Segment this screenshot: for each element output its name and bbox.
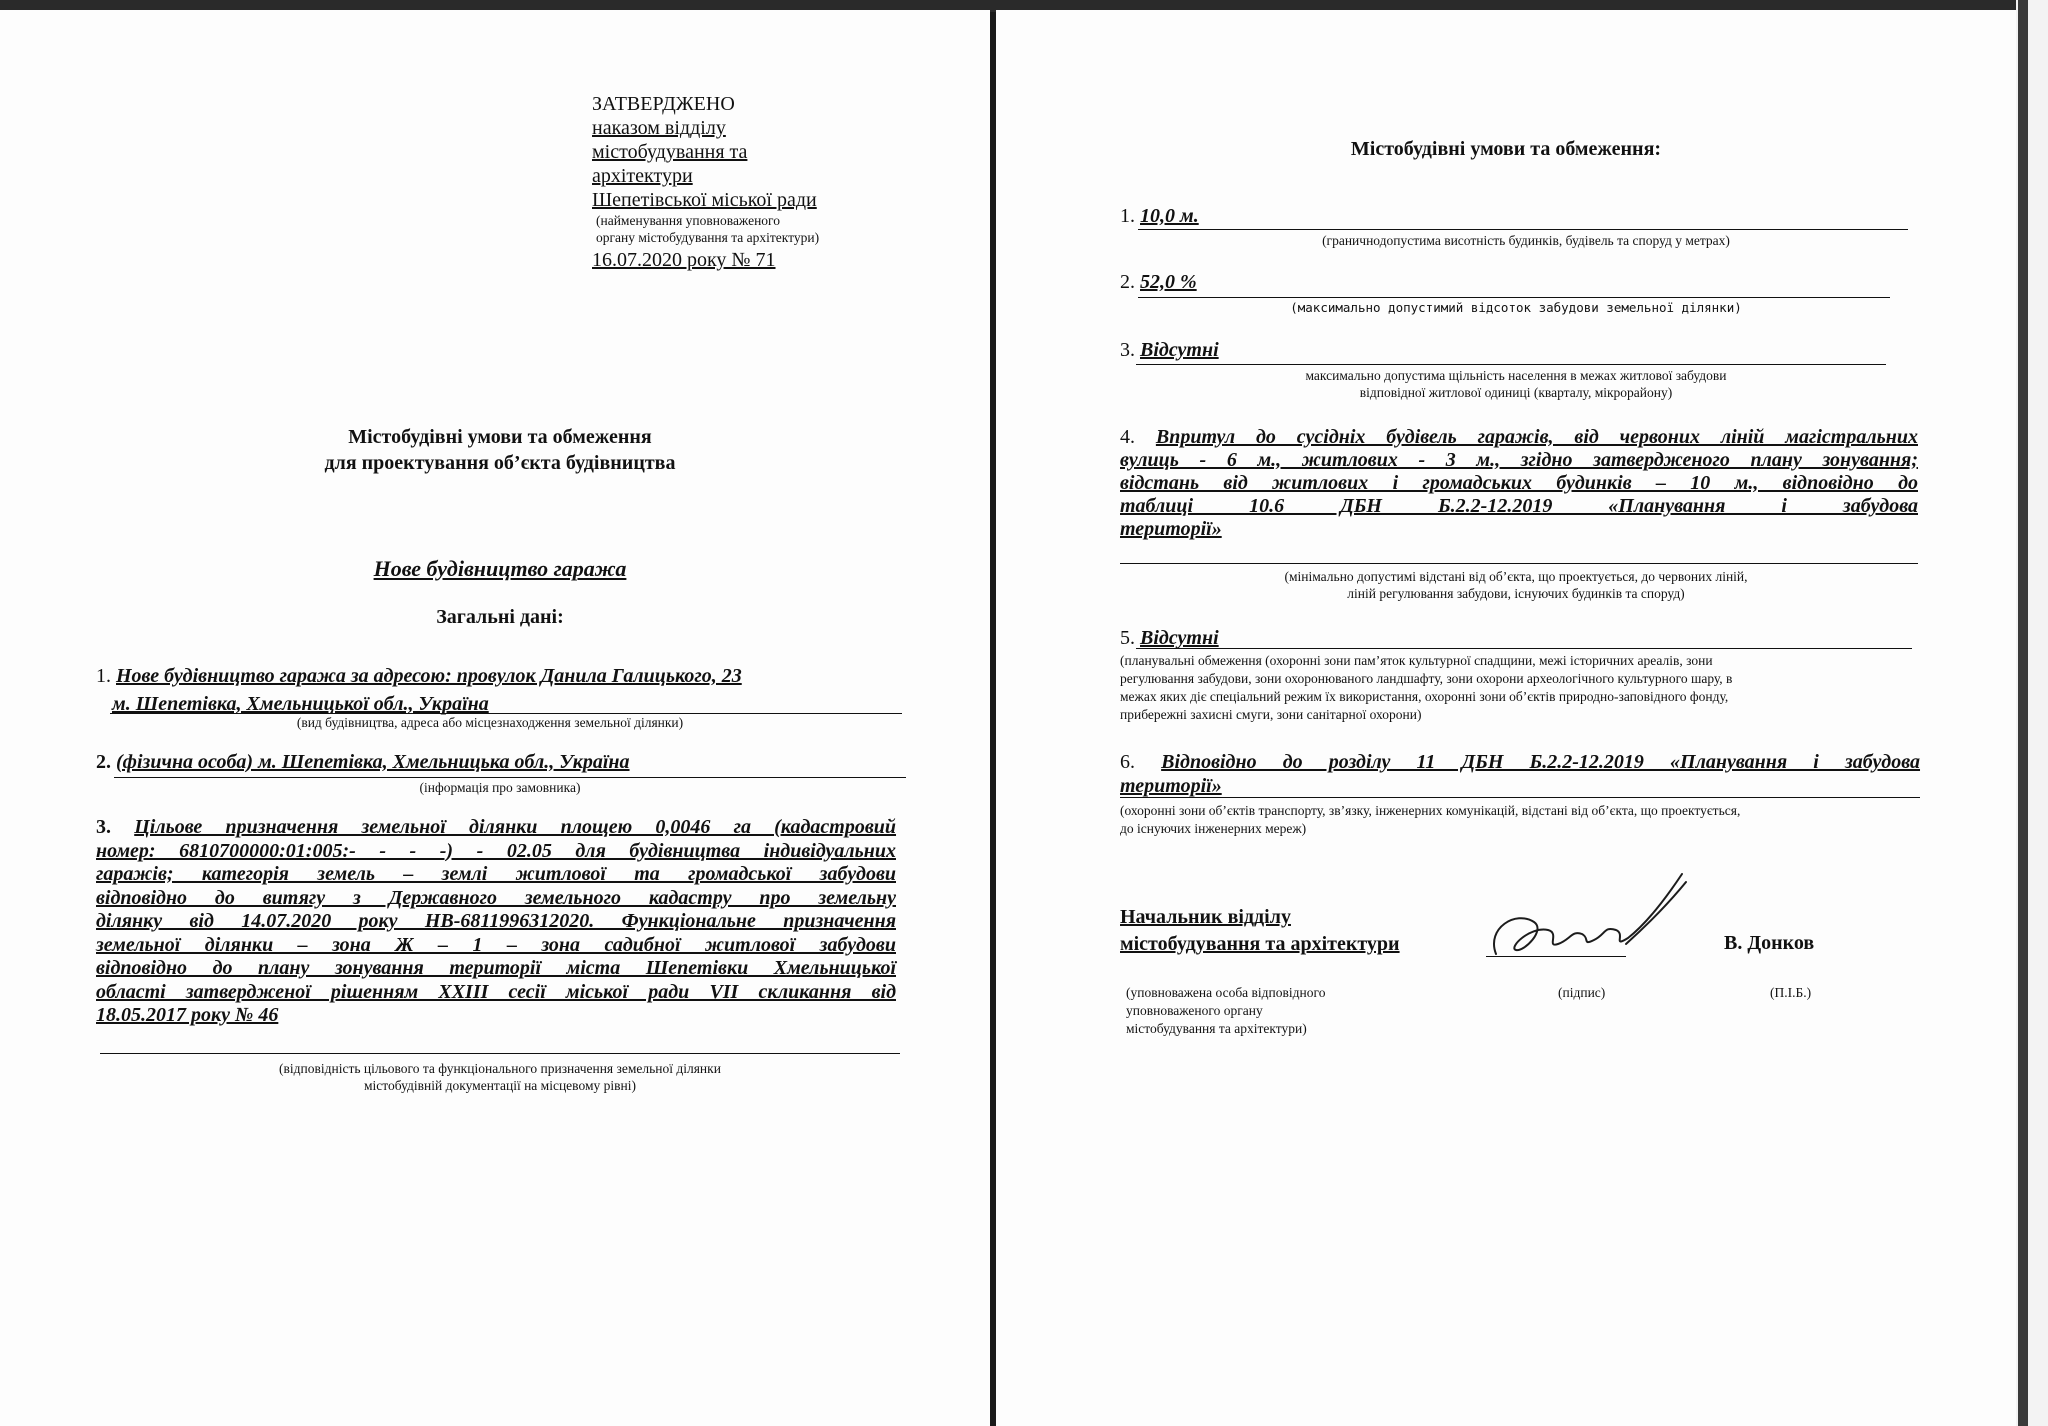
condition-6-caption-line-2: до існуючих інженерних мереж): [1120, 821, 1307, 836]
signatory-position-caption-line-3: містобудування та архітектури): [1126, 1021, 1307, 1036]
condition-1-underline: [1138, 229, 1908, 230]
condition-4-caption-line-1: (мінімально допустимі відстані від об’єкта, що проектується, до червоних ліній,: [1284, 569, 1748, 584]
item-3-caption: [150, 1060, 850, 1094]
item-3-line-5: ділянку від 14.07.2020 року НВ-6811996312020. Функціональне призначення: [96, 910, 896, 932]
approval-date-number: 16.07.2020 року № 71: [592, 249, 776, 271]
item-1-line-1: Нове будівництво гаража за адресою: провулок Данила Галицького, 23: [116, 665, 742, 687]
item-2-number: 2.: [96, 751, 111, 773]
item-1-line-2: м. Шепетівка, Хмельницької обл., Україна: [112, 693, 489, 715]
item-1: [96, 662, 916, 718]
signatory-position-caption: [1126, 984, 1426, 1038]
conditions-heading: Містобудівні умови та обмеження:: [1350, 138, 1662, 160]
handwritten-signature: [1476, 868, 1696, 968]
item-3-line-6: земельної ділянки – зона Ж – 1 – зона садибної житлової забудови: [96, 933, 896, 956]
condition-3-caption: [1176, 367, 1856, 401]
document-title-line-1: Містобудівні умови та обмеження: [348, 426, 652, 448]
item-1-caption: (вид будівництва, адреса або місцезнаходження земельної ділянки): [296, 715, 684, 730]
condition-4-line-4: таблиці 10.6 ДБН Б.2.2-12.2019 «Планування і забудова: [1120, 495, 1918, 517]
item-3-line-9: 18.05.2017 року № 46: [96, 1004, 279, 1026]
item-3-line-7: відповідно до плану зонування території міста Шепетівки Хмельницької: [96, 957, 896, 979]
signatory-position-line-1: Начальник відділу: [1120, 906, 1291, 928]
object-name: Нове будівництво гаража: [373, 556, 627, 581]
signatory-name: В. Донков: [1724, 932, 1815, 954]
general-heading: Загальні дані:: [436, 606, 564, 628]
approval-note-2: органу містобудування та архітектури): [596, 230, 820, 245]
condition-5-caption: [1120, 652, 1920, 724]
condition-1-value: 10,0 м.: [1140, 205, 1199, 227]
condition-4-caption-line-2: ліній регулювання забудови, існуючих будинків та споруд): [1347, 586, 1685, 601]
condition-4-line-1: Впритул до сусідніх будівель гаражів, від червоних ліній магістральних: [1155, 426, 1918, 448]
approval-line-2: містобудування та: [592, 141, 748, 163]
condition-2-caption: (максимально допустимий відсоток забудови земельної ділянки): [1290, 300, 1742, 315]
document-page-right: [996, 10, 2016, 1426]
item-3-line-2: номер: 6810700000:01:005:- - - -) - 02.05 для будівництва індивідуальних: [96, 839, 896, 862]
signatory-position-line-2: містобудування та архітектури: [1120, 933, 1400, 955]
condition-2-value: 52,0 %: [1140, 271, 1197, 293]
condition-1-number: 1.: [1120, 205, 1135, 227]
condition-6-line-2: території»: [1120, 775, 1222, 797]
condition-4-underline: [1120, 563, 1918, 564]
condition-4-line-3: відстань від житлових і громадських будинків – 10 м., відповідно до: [1120, 472, 1918, 494]
condition-3-number: 3.: [1120, 339, 1135, 361]
condition-6-number: 6.: [1120, 751, 1135, 773]
approval-line-4: Шепетівської міської ради: [592, 189, 817, 211]
condition-3: [1120, 336, 1920, 364]
item-3-line-1: Цільове призначення земельної ділянки площею 0,0046 га (кадастровий: [134, 816, 897, 838]
condition-4-number: 4.: [1120, 426, 1135, 448]
condition-4-caption: [1146, 568, 1886, 602]
condition-3-caption-line-1: максимально допустима щільність населення в межах житлової забудови: [1305, 368, 1727, 383]
approval-title: ЗАТВЕРДЖЕНО: [592, 93, 735, 115]
condition-5-underline: [1136, 648, 1912, 649]
item-1-number: 1.: [96, 665, 111, 687]
item-3-line-8: області затвердженої рішенням XXIII сесії міської ради VII скликання від: [96, 980, 896, 1003]
item-2: [96, 748, 916, 776]
condition-6-line-1: Відповідно до розділу 11 ДБН Б.2.2-12.2019 «Планування і забудова: [1161, 751, 1921, 773]
item-3: [96, 816, 896, 1028]
document-page-left: [0, 10, 990, 1426]
approval-block: [592, 92, 912, 272]
approval-line-1: наказом відділу: [592, 117, 726, 139]
condition-6-caption: [1120, 802, 1930, 838]
item-3-line-3: гаражів; категорія земель – землі житлової та громадської забудови: [96, 863, 896, 885]
approval-line-3: архітектури: [592, 165, 693, 187]
signature-caption: (підпис): [1558, 985, 1606, 1000]
document-title-line-2: для проектування об’єкта будівництва: [324, 452, 676, 474]
item-3-underline: [100, 1053, 900, 1054]
condition-3-caption-line-2: відповідної житлової одиниці (кварталу, мікрорайону): [1359, 385, 1673, 400]
condition-5-caption-line-2: регулювання забудови, зони охоронюваного ландшафту, зони охорони археологічного культурного шару, в: [1120, 671, 1733, 686]
condition-5-number: 5.: [1120, 627, 1135, 649]
item-3-caption-line-2: містобудівній документації на місцевому рівні): [364, 1078, 636, 1093]
condition-3-value: Відсутні: [1140, 339, 1219, 361]
condition-2-underline: [1138, 297, 1890, 298]
item-2-text: (фізична особа) м. Шепетівка, Хмельницька обл., Україна: [116, 751, 630, 773]
item-3-caption-line-1: (відповідність цільового та функціонального призначення земельної ділянки: [279, 1061, 721, 1076]
scan-right-edge: [2016, 0, 2048, 1426]
item-2-caption: (інформація про замовника): [419, 780, 581, 795]
condition-5-caption-line-4: прибережні захисні смуги, зони санітарної охорони): [1120, 707, 1422, 722]
condition-5-caption-line-1: (планувальні обмеження (охоронні зони пам’яток культурної спадщини, межі історичних ареалів, зони: [1120, 653, 1713, 668]
condition-6-underline: [1120, 797, 1920, 798]
name-caption: (П.І.Б.): [1770, 985, 1812, 1000]
item-3-number: 3.: [96, 816, 111, 838]
condition-5-value: Відсутні: [1140, 627, 1219, 649]
condition-1: [1120, 202, 1920, 230]
signatory-position-caption-line-2: уповноваженого органу: [1126, 1003, 1263, 1018]
condition-6: [1120, 750, 1920, 798]
approval-note-1: (найменування уповноваженого: [596, 213, 780, 228]
condition-3-underline: [1136, 364, 1886, 365]
condition-4-line-2: вулиць - 6 м., житлових - 3 м., згідно затвердженого плану зонування;: [1120, 449, 1918, 471]
condition-5-caption-line-3: межах яких діє спеціальний режим їх використання, охоронні зони об’єктів природно-заповідного фонду,: [1120, 689, 1729, 704]
condition-4-line-5: території»: [1120, 518, 1222, 540]
condition-4: [1120, 426, 1918, 541]
condition-6-caption-line-1: (охоронні зони об’єктів транспорту, зв’язку, інженерних комунікацій, відстані від об’єкта, що проектується,: [1120, 803, 1741, 818]
condition-1-caption: (граничнодопустима висотність будинків, будівель та споруд у метрах): [1322, 233, 1730, 248]
item-3-line-4: відповідно до витягу з Державного земельного кадастру про земельну: [96, 886, 896, 909]
condition-2: [1120, 268, 1920, 296]
condition-2-number: 2.: [1120, 271, 1135, 293]
signatory-position-caption-line-1: (уповноважена особа відповідного: [1126, 985, 1326, 1000]
item-2-underline: [114, 777, 906, 778]
document-title: [200, 424, 800, 476]
